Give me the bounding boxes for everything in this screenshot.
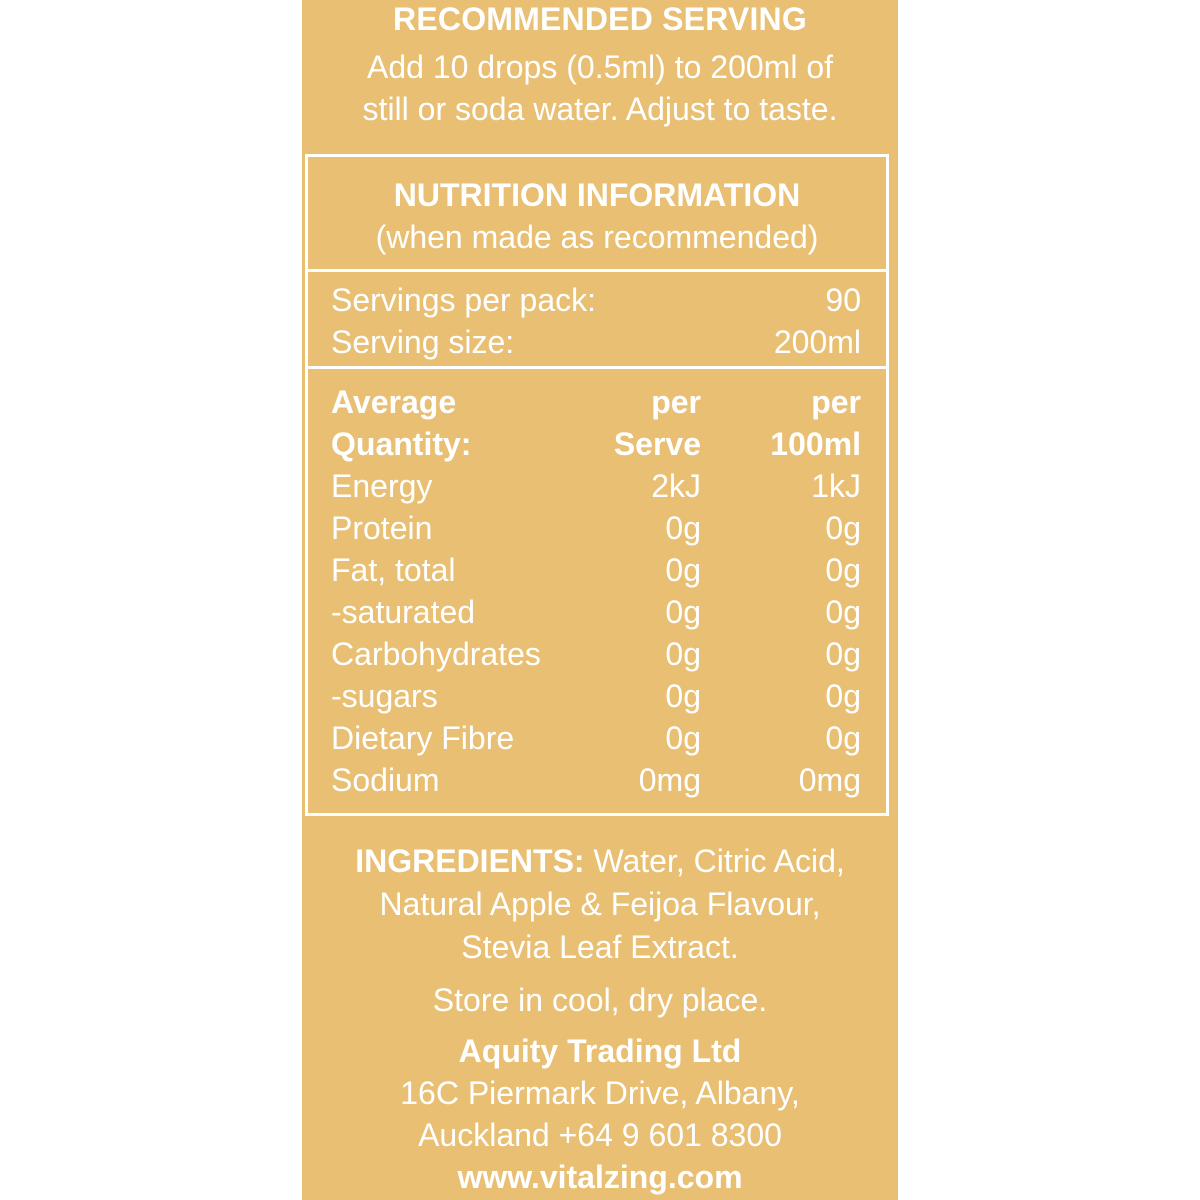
nutrient-name: -sugars <box>331 678 438 714</box>
header-per-100ml-1: per <box>811 384 861 420</box>
nutrition-header <box>308 157 886 272</box>
table-header-row-2 <box>331 423 861 465</box>
per-serve-value: 0g <box>665 594 701 630</box>
serving-size-value: 200ml <box>773 324 861 360</box>
per-100ml-value: 0g <box>825 636 861 672</box>
ingredients-line-3: Stevia Leaf Extract. <box>461 929 739 965</box>
per-100ml-value: 0g <box>825 594 861 630</box>
nutrition-subtitle: (when made as recommended) <box>375 219 819 255</box>
nutrient-name: Protein <box>331 510 433 546</box>
per-serve-value: 0g <box>665 636 701 672</box>
nutrient-name: -saturated <box>331 594 476 630</box>
serving-line-2: still or soda water. Adjust to taste. <box>362 91 838 127</box>
per-serve-value: 0g <box>665 552 701 588</box>
table-row <box>331 675 861 717</box>
per-100ml-value: 0mg <box>798 762 861 798</box>
ingredients-block <box>302 840 898 969</box>
per-100ml-value: 0g <box>825 678 861 714</box>
ingredients-line-2: Natural Apple & Feijoa Flavour, <box>379 886 821 922</box>
servings-per-pack-label: Servings per pack: <box>331 282 597 318</box>
per-100ml-value: 0g <box>825 720 861 756</box>
nutrient-name: Carbohydrates <box>331 636 541 672</box>
nutrition-title: NUTRITION INFORMATION <box>393 177 801 213</box>
table-row <box>331 717 861 759</box>
nutrient-name: Energy <box>331 468 433 504</box>
company-address-line-1: 16C Piermark Drive, Albany, <box>400 1075 800 1111</box>
company-info <box>302 1030 898 1198</box>
ingredients-text-1: Water, Citric Acid, <box>584 843 845 879</box>
nutrient-name: Fat, total <box>331 552 456 588</box>
recommended-serving-title: RECOMMENDED SERVING <box>393 1 807 37</box>
company-address-line-2: Auckland +64 9 601 8300 <box>418 1117 782 1153</box>
nutrient-name: Dietary Fibre <box>331 720 515 756</box>
header-serve: Serve <box>613 426 701 462</box>
servings-per-pack-value: 90 <box>825 282 861 318</box>
per-100ml-value: 1kJ <box>811 468 861 504</box>
table-row <box>331 465 861 507</box>
header-per-serve-1: per <box>651 384 701 420</box>
per-serve-value: 0g <box>665 678 701 714</box>
per-serve-value: 0mg <box>638 762 701 798</box>
ingredients-label: INGREDIENTS: <box>355 843 585 879</box>
header-100ml: 100ml <box>770 426 861 462</box>
company-website: www.vitalzing.com <box>457 1159 743 1195</box>
storage-instructions: Store in cool, dry place. <box>432 982 768 1018</box>
servings-per-pack-row <box>331 279 861 321</box>
table-header-row-1 <box>331 381 861 423</box>
table-row <box>331 507 861 549</box>
nutrient-name: Sodium <box>331 762 440 798</box>
nutrition-panel <box>305 154 889 816</box>
ingredients-line-1 <box>302 840 898 883</box>
serving-size-label: Serving size: <box>331 324 515 360</box>
servings-section <box>308 269 886 369</box>
per-serve-value: 0g <box>665 720 701 756</box>
company-name: Aquity Trading Ltd <box>458 1033 742 1069</box>
per-100ml-value: 0g <box>825 552 861 588</box>
table-row <box>331 591 861 633</box>
per-100ml-value: 0g <box>825 510 861 546</box>
per-serve-value: 0g <box>665 510 701 546</box>
serving-size-row <box>331 321 861 363</box>
table-row <box>331 549 861 591</box>
recommended-serving-text <box>302 46 898 130</box>
per-serve-value: 2kJ <box>651 468 701 504</box>
table-row <box>331 759 861 801</box>
header-average: Average <box>331 384 457 420</box>
header-quantity: Quantity: <box>331 426 472 462</box>
table-row <box>331 633 861 675</box>
serving-line-1: Add 10 drops (0.5ml) to 200ml of <box>366 49 833 85</box>
product-label-panel <box>302 0 898 1200</box>
